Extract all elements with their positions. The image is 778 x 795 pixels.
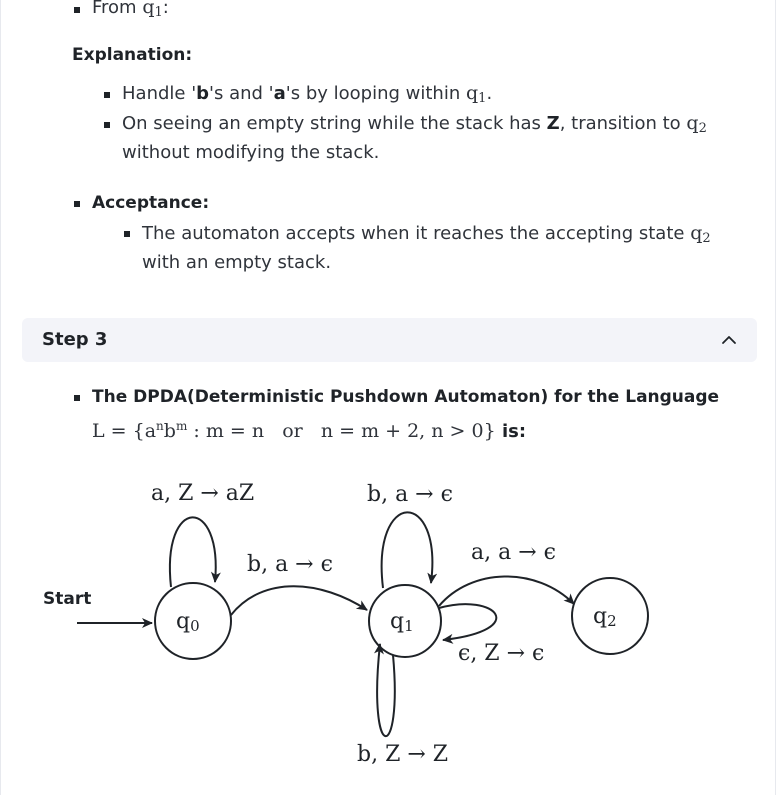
q0-loop-label: a, Z → aZ <box>151 481 255 506</box>
list-bullet <box>74 395 80 401</box>
q0-q1-edge <box>231 586 367 615</box>
list-bullet <box>124 231 130 237</box>
step-title: Step 3 <box>42 329 108 350</box>
language-formula: $L = \{a^nb^m$ : m = n or n = m + 2, n > 0} is: <box>92 419 527 442</box>
q1-bottom-loop-edge <box>377 644 395 736</box>
q1-top-loop-label: b, a → ϵ <box>367 482 453 507</box>
state-q1-label: q1 <box>390 609 414 635</box>
list-bullet <box>104 122 110 128</box>
acceptance-heading: Acceptance: <box>92 193 210 213</box>
chevron-up-icon[interactable] <box>719 330 739 350</box>
list-bullet <box>104 92 110 98</box>
acceptance-item-line2: with an empty stack. <box>142 252 332 273</box>
state-q1: $q_1$ <box>465 82 487 106</box>
q1-right-loop-edge <box>439 604 496 640</box>
state-q1: $q_1$ <box>142 0 163 20</box>
state-q2-label: q2 <box>593 604 617 630</box>
q1-bottom-loop-label: b, Z → Z <box>357 742 449 767</box>
q0-q1-label: b, a → ϵ <box>247 552 333 577</box>
explanation-item-transition-line2: without modifying the stack. <box>122 142 380 163</box>
start-label: Start <box>43 589 92 609</box>
q1-q2-label: a, a → ϵ <box>471 540 556 565</box>
explanation-item-transition: On seeing an empty string while the stack has Z, transition to $q_2$ <box>122 112 707 136</box>
list-bullet <box>74 7 80 13</box>
state-q2: $q_2$ <box>686 112 707 136</box>
list-bullet <box>74 201 80 207</box>
q0-loop-edge <box>170 517 216 587</box>
state-q0-label: q0 <box>176 609 200 635</box>
explanation-heading: Explanation: <box>72 45 193 65</box>
state-q2: $q_2$ <box>690 222 711 246</box>
dpda-diagram <box>1 470 778 780</box>
step-header[interactable] <box>22 318 757 362</box>
q1-right-loop-label: ϵ, Z → ϵ <box>458 641 545 666</box>
dpda-heading: The DPDA(Deterministic Pushdown Automaton) for the Language <box>92 387 720 407</box>
q1-top-loop-edge <box>382 512 433 588</box>
acceptance-item: The automaton accepts when it reaches the accepting state $q_2$ <box>142 222 711 246</box>
q1-q2-edge <box>439 576 574 606</box>
explanation-item-loop: Handle 'b's and 'a's by looping within $q_1$. <box>122 82 493 106</box>
from-q1-item: From $q_1$: <box>92 0 169 28</box>
